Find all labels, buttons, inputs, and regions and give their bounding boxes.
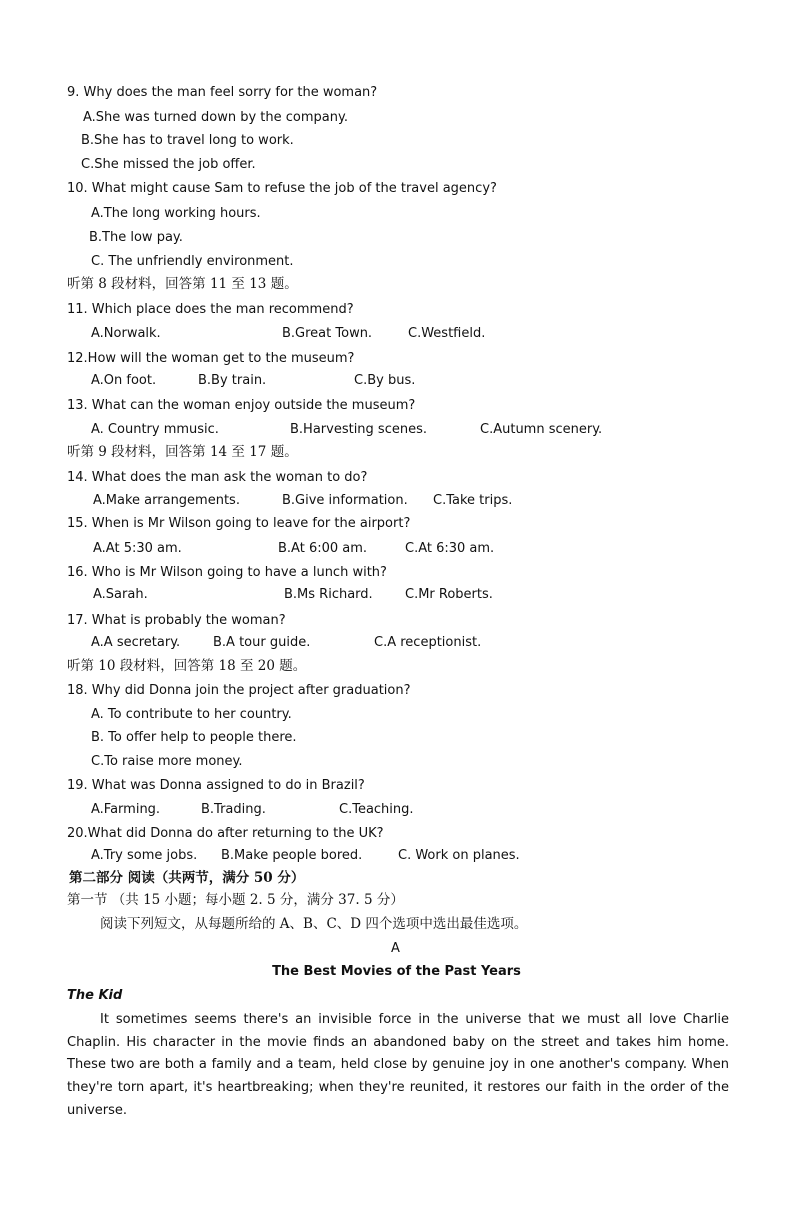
question-18-option-c: C.To raise more money.: [91, 754, 243, 769]
question-16-option-b: B.Ms Richard.: [284, 587, 373, 602]
question-20-option-c: C. Work on planes.: [398, 848, 520, 863]
question-9-stem: 9. Why does the man feel sorry for the woman?: [67, 85, 378, 100]
question-18-option-b: B. To offer help to people there.: [91, 730, 297, 745]
question-13-option-b: B.Harvesting scenes.: [290, 422, 427, 437]
question-13-option-a: A. Country mmusic.: [91, 422, 219, 437]
question-11-option-b: B.Great Town.: [282, 326, 373, 341]
question-16-option-c: C.Mr Roberts.: [405, 587, 493, 602]
question-12-option-a: A.On foot.: [91, 373, 157, 388]
question-17-option-a: A.A secretary.: [91, 635, 181, 650]
part-2-heading: 第二部分 阅读（共两节，满分 50 分）: [69, 870, 305, 886]
question-14-stem: 14. What does the man ask the woman to do?: [67, 470, 368, 485]
question-12-option-c: C.By bus.: [354, 373, 416, 388]
question-9-option-a: A.She was turned down by the company.: [83, 110, 348, 125]
question-11-option-c: C.Westfield.: [408, 326, 486, 341]
movie-paragraph: It sometimes seems there's an invisible force in the universe that we must all love Charlie Chaplin. His character in the movie finds an abandoned baby on the street and takes him home. These two are both a family and a team, held close by genuine joy in one another's company. When they're torn apart, it's heartbreaking; when they're reunited, it restores our faith in the order of the universe.: [67, 1012, 729, 1118]
section-1-heading: 第一节 （共 15 小题；每小题 2. 5 分，满分 37. 5 分）: [67, 892, 404, 908]
question-15-option-b: B.At 6:00 am.: [278, 541, 368, 556]
question-20-stem: 20.What did Donna do after returning to the UK?: [67, 826, 384, 841]
question-11-stem: 11. Which place does the man recommend?: [67, 302, 354, 317]
question-13-option-c: C.Autumn scenery.: [480, 422, 603, 437]
question-12-stem: 12.How will the woman get to the museum?: [67, 351, 355, 366]
passage-title: The Best Movies of the Past Years: [272, 964, 521, 979]
section-9-heading: 听第 9 段材料，回答第 14 至 17 题。: [67, 444, 298, 460]
question-15-option-c: C.At 6:30 am.: [405, 541, 495, 556]
question-10-option-b: B.The low pay.: [89, 230, 183, 245]
question-18-stem: 18. Why did Donna join the project after graduation?: [67, 683, 411, 698]
question-18-option-a: A. To contribute to her country.: [91, 707, 292, 722]
question-15-stem: 15. When is Mr Wilson going to leave for the airport?: [67, 516, 411, 531]
question-10-option-c: C. The unfriendly environment.: [91, 254, 294, 269]
question-19-stem: 19. What was Donna assigned to do in Brazil?: [67, 778, 365, 793]
question-13-stem: 13. What can the woman enjoy outside the museum?: [67, 398, 416, 413]
question-17-option-b: B.A tour guide.: [213, 635, 311, 650]
section-8-heading: 听第 8 段材料，回答第 11 至 13 题。: [67, 276, 298, 292]
question-19-option-a: A.Farming.: [91, 802, 161, 817]
question-12-option-b: B.By train.: [198, 373, 267, 388]
question-11-option-a: A.Norwalk.: [91, 326, 161, 341]
passage-letter: A: [391, 941, 400, 956]
question-20-option-a: A.Try some jobs.: [91, 848, 198, 863]
question-16-stem: 16. Who is Mr Wilson going to have a lunch with?: [67, 565, 387, 580]
question-9-option-b: B.She has to travel long to work.: [81, 133, 294, 148]
question-9-option-c: C.She missed the job offer.: [81, 157, 256, 172]
question-10-option-a: A.The long working hours.: [91, 206, 261, 221]
question-15-option-a: A.At 5:30 am.: [93, 541, 182, 556]
section-10-heading: 听第 10 段材料，回答第 18 至 20 题。: [67, 658, 307, 674]
movie-title: The Kid: [67, 988, 123, 1003]
question-17-stem: 17. What is probably the woman?: [67, 613, 286, 628]
reading-instruction: 阅读下列短文，从每题所给的 A、B、C、D 四个选项中选出最佳选项。: [100, 916, 528, 932]
question-16-option-a: A.Sarah.: [93, 587, 148, 602]
question-19-option-b: B.Trading.: [201, 802, 266, 817]
question-14-option-a: A.Make arrangements.: [93, 493, 240, 508]
question-14-option-b: B.Give information.: [282, 493, 408, 508]
question-14-option-c: C.Take trips.: [433, 493, 513, 508]
question-19-option-c: C.Teaching.: [339, 802, 414, 817]
question-10-stem: 10. What might cause Sam to refuse the job of the travel agency?: [67, 181, 497, 196]
question-20-option-b: B.Make people bored.: [221, 848, 363, 863]
question-17-option-c: C.A receptionist.: [374, 635, 482, 650]
